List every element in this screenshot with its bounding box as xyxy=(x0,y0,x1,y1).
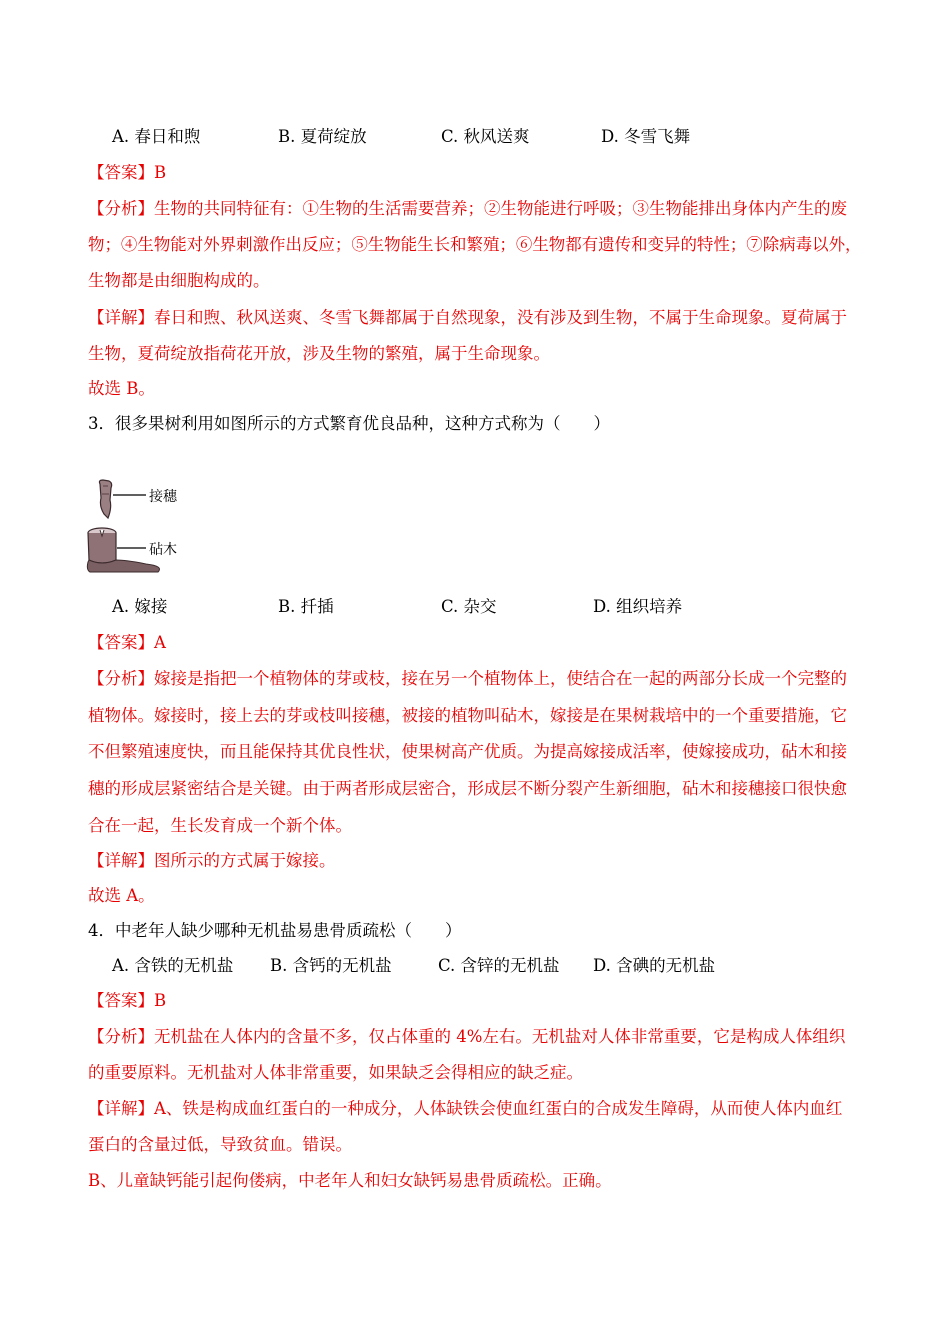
q4-detail-line-3: B、儿童缺钙能引起佝偻病，中老年人和妇女缺钙易患骨质疏松。正确。 xyxy=(88,1171,612,1190)
q3-option-d: D. 组织培养 xyxy=(593,597,683,616)
q4-detail-line-2: 蛋白的含量过低，导致贫血。错误。 xyxy=(88,1135,352,1154)
q2-analysis-line-1: 【分析】生物的共同特征有：①生物的生活需要营养；②生物能进行呼吸；③生物能排出身体内产生的废 xyxy=(88,199,847,218)
q3-option-a: A. 嫁接 xyxy=(112,597,168,616)
q3-analysis-line-4: 穗的形成层紧密结合是关键。由于两者形成层密合，形成层不断分裂产生新细胞，砧木和接穗接口很快愈 xyxy=(88,779,847,798)
q3-option-b: B. 扦插 xyxy=(278,597,334,616)
q2-option-a: A. 春日和煦 xyxy=(112,127,201,146)
q4-answer: 【答案】B xyxy=(88,991,167,1010)
q3-analysis-line-3: 不但繁殖速度快，而且能保持其优良性状，使果树高产优质。为提高嫁接成活率，使嫁接成功，砧木和接 xyxy=(88,742,847,761)
q3-answer: 【答案】A xyxy=(88,633,166,652)
q4-analysis-line-1: 【分析】无机盐在人体内的含量不多，仅占体重的 4%左右。无机盐对人体非常重要，它是构成人体组织 xyxy=(88,1027,846,1046)
q4-option-c: C. 含锌的无机盐 xyxy=(438,956,560,975)
scion-label: 接穗 xyxy=(149,489,177,505)
q2-detail-line-1: 【详解】春日和煦、秋风送爽、冬雪飞舞都属于自然现象，没有涉及到生物，不属于生命现象。夏荷属于 xyxy=(88,308,847,327)
q3-analysis-line-1: 【分析】嫁接是指把一个植物体的芽或枝，接在另一个植物体上，使结合在一起的两部分长成一个完整的 xyxy=(88,669,847,688)
q4-option-d: D. 含碘的无机盐 xyxy=(593,956,716,975)
q4-question: 4．中老年人缺少哪种无机盐易患骨质疏松（ ） xyxy=(88,921,462,940)
q3-detail: 【详解】图所示的方式属于嫁接。 xyxy=(88,851,336,870)
q3-analysis-line-2: 植物体。嫁接时，接上去的芽或枝叫接穗，被接的植物叫砧木，嫁接是在果树栽培中的一个重要措施，它 xyxy=(88,706,847,725)
q4-detail-line-1: 【详解】A、铁是构成血红蛋白的一种成分，人体缺铁会使血红蛋白的合成发生障碍，从而使人体内血红 xyxy=(88,1099,843,1118)
q2-detail-line-2: 生物，夏荷绽放指荷花开放，涉及生物的繁殖，属于生命现象。 xyxy=(88,344,550,363)
q3-option-c: C. 杂交 xyxy=(441,597,497,616)
q2-option-b: B. 夏荷绽放 xyxy=(278,127,367,146)
q2-option-c: C. 秋风送爽 xyxy=(441,127,530,146)
stock-label: 砧木 xyxy=(149,542,177,558)
q3-analysis-line-5: 合在一起，生长发育成一个新个体。 xyxy=(88,816,352,835)
q4-option-b: B. 含钙的无机盐 xyxy=(270,956,392,975)
q2-analysis-line-2: 物；④生物能对外界刺激作出反应；⑤生物能生长和繁殖；⑥生物都有遗传和变异的特性；⑦除病毒以外， xyxy=(88,235,862,254)
q3-choice: 故选 A。 xyxy=(88,886,155,905)
q4-option-a: A. 含铁的无机盐 xyxy=(112,956,234,975)
q2-answer: 【答案】B xyxy=(88,163,167,182)
q2-choice: 故选 B。 xyxy=(88,379,155,398)
q3-question: 3．很多果树利用如图所示的方式繁育优良品种，这种方式称为（ ） xyxy=(88,414,610,433)
grafting-illustration xyxy=(86,478,196,574)
q4-analysis-line-2: 的重要原料。无机盐对人体非常重要，如果缺乏会得相应的缺乏症。 xyxy=(88,1063,583,1082)
q2-analysis-line-3: 生物都是由细胞构成的。 xyxy=(88,271,270,290)
q2-option-d: D. 冬雪飞舞 xyxy=(601,127,691,146)
grafting-figure xyxy=(86,478,196,574)
